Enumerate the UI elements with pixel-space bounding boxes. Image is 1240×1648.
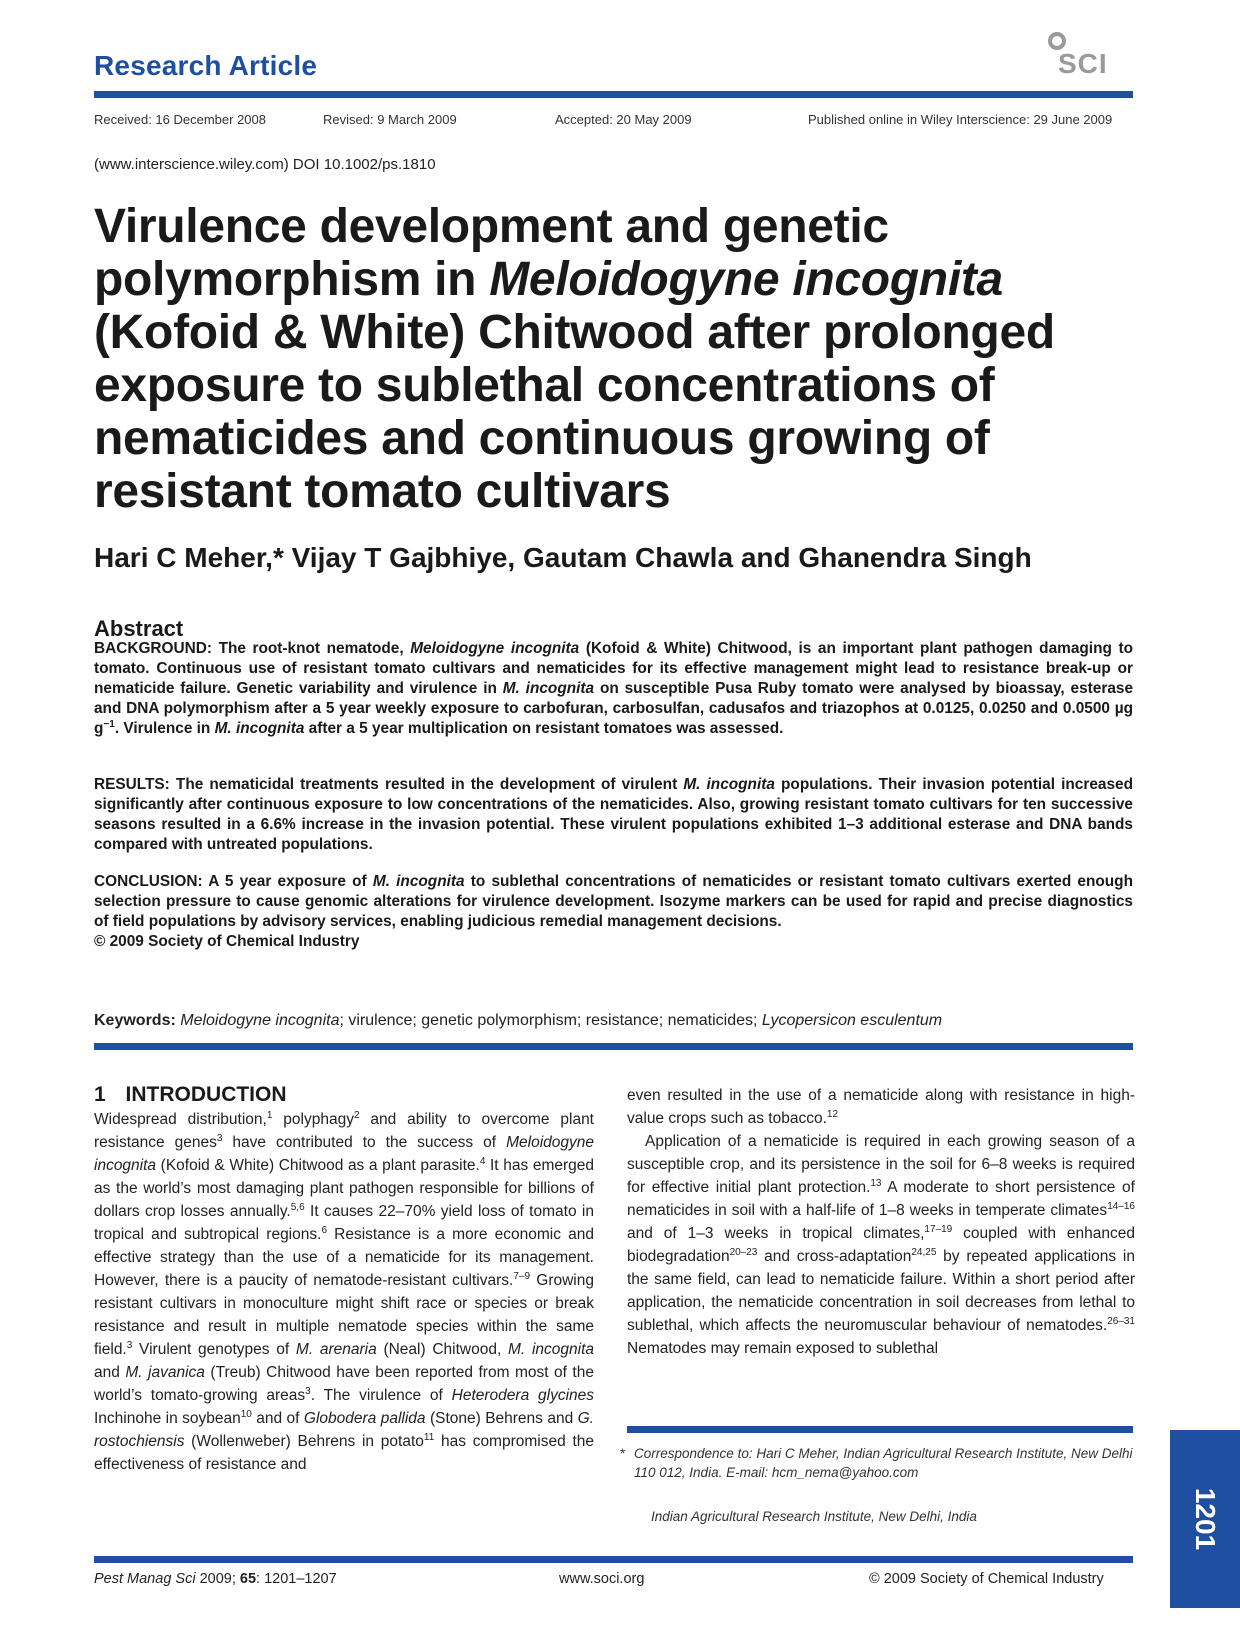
footnote-mark: * bbox=[620, 1446, 626, 1461]
keywords: Keywords: Meloidogyne incognita; virulence; genetic polymorphism; resistance; nematicides; Lycopersicon esculentum bbox=[94, 1012, 943, 1029]
footer-rule bbox=[94, 1556, 1133, 1563]
intro-paragraph: Application of a nematicide is required in each growing season of a susceptible crop, and its persistence in the soil for 6–8 weeks is required for effective initial plant protection.$^{13}$ A moderate to short persistence of nematicides in soil with a half-life of 1–8 weeks in temperate climates$^{14-16}$ and of 1–3 weeks in tropical climates,$^{17-19}$ coupled with enhanced biodegradation$^{20-23}$ and cross-adaptation$^{24,25}$ by repeated applications in the same field, can lead to nematicide failure. Within a short period after application, the nematicide concentration in soil decreases from lethal to sublethal, which affects the neuromuscular behaviour of nematodes.$^{26-31}$ Nematodes may remain exposed to sublethal bbox=[627, 1133, 1135, 1357]
footer-copyright: © 2009 Society of Chemical Industry bbox=[869, 1571, 1104, 1587]
correspondence-footnote: * Correspondence to: Hari C Meher, Indian Agricultural Research Institute, New Delhi 110 012, India. E-mail: hcm_nema@yahoo.com bbox=[620, 1446, 1133, 1480]
intro-right-column bbox=[627, 1084, 1135, 1360]
page-number-tab bbox=[1170, 1430, 1240, 1608]
title-line: Virulence development and genetic bbox=[94, 200, 889, 253]
intro-paragraph: even resulted in the use of a nematicide along with resistance in high-value crops such as tobacco.$^{12}$ bbox=[627, 1087, 1135, 1127]
accepted-date: Accepted: 20 May 2009 bbox=[555, 112, 692, 127]
intro-left-column: Widespread distribution,$^1$ polyphagy$^2$ and ability to overcome plant resistance genes$^3$ have contributed to the success of Meloidogyne incognita (Kofoid & White) Chitwood as a plant parasite.$^4$ It has emerged as the world’s most damaging plant pathogen responsible for billions of dollars crop losses annually.$^{5,6}$ It causes 22–70% yield loss of tomato in tropical and subtropical regions.$^6$ Resistance is a more economic and effective strategy than the use of a nematicide for its management. However, there is a paucity of nematode-resistant cultivars.$^{7-9}$ Growing resistant cultivars in monoculture might shift race or species or break resistance and result in multiple nematode species within the same field.$^3$ Virulent genotypes of M. arenaria (Neal) Chitwood, M. incognita and M. javanica (Treub) Chitwood have been reported from most of the world’s tomato-growing areas$^3$. The virulence of Heterodera glycines Inchinohe in soybean$^{10}$ and of Globodera pallida (Stone) Behrens and G. rostochiensis (Wollenweber) Behrens in potato$^{11}$ has compromised the effectiveness of resistance and bbox=[94, 1109, 595, 1473]
abstract-copyright: © 2009 Society of Chemical Industry bbox=[94, 933, 360, 950]
footnote-rule bbox=[627, 1426, 1133, 1433]
page-number: 1201 bbox=[1189, 1487, 1221, 1551]
title-line: resistant tomato cultivars bbox=[94, 465, 671, 518]
abstract-rule bbox=[94, 1043, 1133, 1050]
title-species: Meloidogyne incognita bbox=[489, 253, 1003, 306]
affiliation-note: Indian Agricultural Research Institute, New Delhi, India bbox=[651, 1509, 977, 1524]
title-line: exposure to sublethal concentrations of bbox=[94, 359, 995, 412]
doi-line: (www.interscience.wiley.com) DOI 10.1002/ps.1810 bbox=[94, 156, 436, 173]
abstract-heading: Abstract bbox=[94, 616, 184, 641]
abstract-background: BACKGROUND: The root-knot nematode, Meloidogyne incognita (Kofoid & White) Chitwood, is an important plant pathogen damaging to tomato. Continuous use of resistant tomato cultivars and nematicides for its effective management might lead to resistance break-up or nematicide failure. Genetic variability and virulence in M. incognita on susceptible Pusa Ruby tomato were analysed by bioassay, esterase and DNA polymorphism after a 5 year weekly exposure to carbofuran, carbosulfan, cadusafos and triazophos at 0.0125, 0.0250 and 0.0500 µg $g^{-1}$. Virulence in M. incognita after a 5 year multiplication on resistant tomatoes was assessed. bbox=[94, 640, 1134, 737]
section-heading: 1 INTRODUCTION bbox=[94, 1083, 287, 1106]
website-link[interactable]: www.soci.org bbox=[559, 1571, 645, 1587]
header-rule bbox=[94, 91, 1133, 98]
article-title bbox=[94, 200, 1134, 518]
logo-text: SCI bbox=[1058, 48, 1108, 79]
title-line: (Kofoid & White) Chitwood after prolonged bbox=[94, 306, 1055, 359]
title-line bbox=[94, 253, 1134, 306]
article-type-label: Research Article bbox=[94, 50, 318, 81]
published-date: Published online in Wiley Interscience: 29 June 2009 bbox=[808, 112, 1113, 127]
revised-date: Revised: 9 March 2009 bbox=[323, 112, 457, 127]
title-text: polymorphism in bbox=[94, 253, 490, 306]
author-list: Hari C Meher,* Vijay T Gajbhiye, Gautam Chawla and Ghanendra Singh bbox=[94, 542, 1032, 573]
abstract-results: RESULTS: The nematicidal treatments resulted in the development of virulent M. incognita populations. Their invasion potential increased significantly after continuous exposure to low concentrations of the nematicides. Also, growing resistant tomato cultivars for ten successive seasons resulted in a 6.6% increase in the invasion potential. These virulent populations exhibited 1–3 additional esterase and DNA bands compared with untreated populations. bbox=[94, 776, 1133, 853]
received-date: Received: 16 December 2008 bbox=[94, 112, 266, 127]
citation-footer: Pest Manag Sci 2009; 65: 1201–1207 bbox=[94, 1571, 337, 1587]
title-line: nematicides and continuous growing of bbox=[94, 412, 990, 465]
sci-logo bbox=[1044, 30, 1130, 82]
abstract-conclusion: CONCLUSION: A 5 year exposure of M. incognita to sublethal concentrations of nematicides or resistant tomato cultivars exerted enough selection pressure to cause genomic alterations for virulence development. Isozyme markers can be used for rapid and precise diagnostics of field populations by advisory services, enabling judicious remedial management decisions. © 2009 Society of Chemical Industry bbox=[94, 873, 1133, 950]
